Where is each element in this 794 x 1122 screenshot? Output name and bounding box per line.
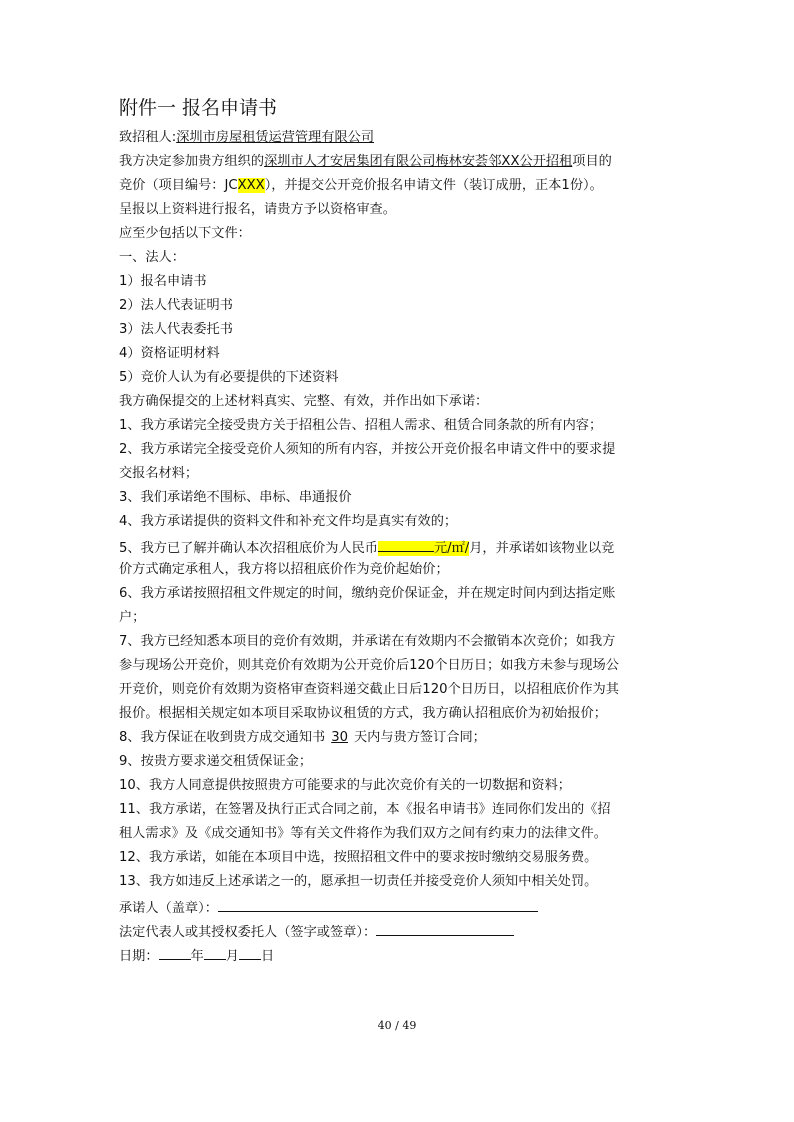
- intro-1-suffix: 项目的: [572, 154, 612, 169]
- date-year-label: 年: [190, 949, 204, 964]
- project-code-highlight: XXX: [237, 178, 265, 193]
- commitment-8: [119, 728, 486, 748]
- legal-rep-signature-blank: [376, 920, 514, 936]
- commitment-11-line-a: 11、我方承诺，在签署及执行正式合同之前，本《报名申请书》连同你们发出的《招: [119, 802, 611, 817]
- c8-prefix: 8、我方保证在收到贵方成交通知书: [119, 730, 326, 745]
- intro-1-prefix: 我方决定参加贵方组织的: [119, 154, 265, 169]
- intro-line-1: [119, 152, 612, 172]
- commitment-5-line-a: [119, 536, 614, 559]
- commitment-2-line-a: 2、我方承诺完全接受竞价人须知的所有内容，并按公开竞价报名申请文件中的要求提: [119, 442, 616, 457]
- page-number: 40 / 49: [377, 1019, 417, 1032]
- date-line: [119, 944, 274, 967]
- legal-rep-signature-line: [119, 920, 514, 943]
- page-title: 附件一 报名申请书: [119, 97, 278, 119]
- intro-2-prefix: 竞价（项目编号：JC: [119, 178, 238, 193]
- committer-label: 承诺人（盖章）：: [119, 901, 218, 916]
- file-item-4: 4）资格证明材料: [119, 346, 220, 361]
- committer-signature-line: [119, 896, 538, 919]
- commitment-9: 9、按贵方要求递交租赁保证金；: [119, 754, 313, 769]
- file-item-5: 5）竞价人认为有必要提供的下述资料: [119, 370, 339, 385]
- commitment-6-line-b: 户；: [119, 610, 146, 625]
- commitment-3: 3、我们承诺绝不围标、串标、串通报价: [119, 490, 352, 505]
- commitment-12: 12、我方承诺，如能在本项目中选，按照招租文件中的要求按时缴纳交易服务费。: [119, 850, 598, 865]
- commitment-1: 1、我方承诺完全接受贵方关于招租公告、招租人需求、租赁合同条款的所有内容；: [119, 418, 603, 433]
- commitment-10: 10、我方人同意提供按照贵方可能要求的与此次竞价有关的一切数据和资料；: [119, 778, 571, 793]
- c8-suffix: 天内与贵方签订合同；: [353, 730, 486, 745]
- date-year-blank: [159, 944, 191, 960]
- intro-line-2: [119, 176, 603, 196]
- addressee-line: [119, 128, 374, 148]
- commitment-7-line-c: 开竞价，则竞价有效期为资格审查资料递交截止日后120个日历日，以招租底价作为其: [119, 682, 619, 697]
- base-price-blank: [378, 536, 434, 552]
- intro-line-3: 呈报以上资料进行报名，请贵方予以资格审查。: [119, 202, 396, 217]
- file-item-3: 3）法人代表委托书: [119, 322, 233, 337]
- date-day-label: 日: [260, 949, 275, 964]
- date-label: 日期：: [119, 949, 159, 964]
- date-month-label: 月: [225, 949, 239, 964]
- commitment-intro: 我方确保提交的上述材料真实、完整、有效，并作出如下承诺：: [119, 394, 489, 409]
- contract-days: 30: [331, 730, 348, 745]
- project-name: 深圳市人才安居集团有限公司梅林安荟邻XX公开招租: [264, 154, 573, 169]
- file-item-1: 1）报名申请书: [119, 274, 207, 289]
- commitment-7-line-b: 参与现场公开竞价，则其竞价有效期为公开竞价后120个日历日；如我方未参与现场公: [119, 658, 619, 673]
- date-day-blank: [239, 944, 261, 960]
- commitment-4: 4、我方承诺提供的资料文件和补充文件均是真实有效的；: [119, 514, 458, 529]
- commitment-5-line-b: 价方式确定承租人，我方将以招租底价作为竞价起始价；: [119, 562, 449, 577]
- addressee-prefix: 致招租人:: [119, 130, 177, 145]
- required-files-heading: 应至少包括以下文件：: [119, 226, 251, 241]
- commitment-11-line-b: 租人需求》及《成交通知书》等有关文件将作为我们双方之间有约束力的法律文件。: [119, 826, 607, 841]
- base-price-blank-highlight: [378, 541, 469, 556]
- intro-2-suffix: ），并提交公开竞价报名申请文件（装订成册，正本1份）。: [264, 178, 603, 193]
- legal-rep-label: 法定代表人或其授权委托人（签字或签章）：: [119, 925, 377, 940]
- commitment-7-line-d: 报价。根据相关规定如本项目采取协议租赁的方式，我方确认招租底价为初始报价；: [119, 706, 607, 721]
- c5-unit: 元/㎡/: [433, 541, 470, 556]
- addressee-company: 深圳市房屋租赁运营管理有限公司: [176, 130, 375, 145]
- commitment-6-line-a: 6、我方承诺按照招租文件规定的时间，缴纳竞价保证金，并在规定时间内到达指定账: [119, 586, 616, 601]
- commitment-13: 13、我方如违反上述承诺之一的，愿承担一切责任并接受竞价人须知中相关处罚。: [119, 874, 598, 889]
- c5-suffix: 月，并承诺如该物业以竞: [469, 541, 615, 556]
- commitment-7-line-a: 7、我方已经知悉本项目的竞价有效期，并承诺在有效期内不会撤销本次竞价；如我方: [119, 634, 616, 649]
- date-month-blank: [204, 944, 226, 960]
- c5-prefix: 5、我方已了解并确认本次招租底价为人民币: [119, 541, 378, 556]
- commitment-2-line-b: 交报名材料；: [119, 466, 199, 481]
- committer-signature-blank: [218, 896, 538, 912]
- file-item-2: 2）法人代表证明书: [119, 298, 233, 313]
- section-legal-person: 一、法人：: [119, 250, 185, 265]
